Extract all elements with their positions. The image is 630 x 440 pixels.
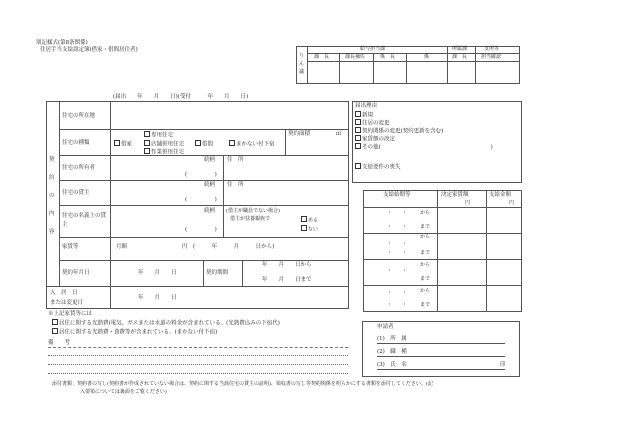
contract-ymd: 年 月 日 bbox=[138, 270, 177, 276]
label-contract-date: 契約年月日 bbox=[62, 270, 90, 276]
pay-row2-dots: ・ ・ bbox=[387, 241, 408, 247]
label-move-in-sub: または変更日 bbox=[50, 300, 84, 306]
approval-group1: 給与担当課 bbox=[360, 46, 386, 52]
area-label: 契約面積 bbox=[288, 131, 311, 137]
note-2[interactable]: 居住に関する光熱費・食費等が含まれている。(まかない付下宿) bbox=[52, 328, 217, 337]
reason-rent[interactable]: 家賃額の改定 bbox=[355, 135, 395, 144]
applicant-job: (2) 職 種 bbox=[377, 349, 407, 355]
nominal-rel: 続柄 bbox=[204, 208, 216, 214]
reason-other[interactable]: その他( ) bbox=[355, 143, 493, 152]
pay-row1-to: まで bbox=[420, 224, 431, 230]
approval-group2: 所属課 bbox=[452, 46, 468, 52]
pay-row2-to: まで bbox=[420, 250, 431, 256]
applicant-title: 申請者 bbox=[377, 324, 394, 330]
pay-row3-to: まで bbox=[420, 276, 431, 282]
move-in-ymd: 年 月 日 bbox=[138, 295, 177, 301]
landlord-paren: ( ) bbox=[185, 197, 217, 203]
pay-row1-dots2: ・ ・ bbox=[387, 224, 408, 230]
pay-row3-from: から bbox=[420, 262, 431, 268]
role-4: 係 bbox=[424, 54, 430, 60]
notes-heading: ※上記家賃等には bbox=[48, 311, 93, 317]
applicant-name: (3) 氏 名 bbox=[377, 362, 407, 368]
form-id: 別記様式(第8条関係) bbox=[36, 40, 88, 46]
label-landlord: 住宅の貸主 bbox=[62, 190, 90, 196]
nominal-paren: ( ) bbox=[185, 227, 217, 233]
label-type: 住宅の種類 bbox=[62, 140, 90, 146]
role-2: 課長補佐 bbox=[345, 54, 366, 60]
pay-header-3: 支給金額 bbox=[489, 192, 512, 198]
role-1: 課 長 bbox=[314, 54, 330, 60]
pay-unit-1: 円 bbox=[465, 200, 471, 206]
pay-row4-from: から bbox=[420, 288, 431, 294]
rent-detail: 月額 円 ( 年 月 日から) bbox=[116, 244, 275, 250]
label-owner: 住宅の所有者 bbox=[62, 165, 96, 171]
footer-line2: 入要領については裏面をご覧ください) bbox=[80, 389, 167, 395]
landlord-rel: 続柄 bbox=[204, 182, 216, 188]
relation-yes[interactable]: ある bbox=[301, 216, 318, 225]
label-address: 住宅の所在地 bbox=[62, 113, 96, 119]
contract-vertical-label: 契 約 の 内 容 bbox=[49, 157, 55, 235]
note-1[interactable]: 居住に関する光熱費(電気、ガスまたは水道の料金が含まれている。(光熱費込みの下宿代) bbox=[52, 319, 280, 328]
form-title: 住居手当支給認定簿(借家・借間居住者) bbox=[40, 47, 138, 53]
pay-unit-2: 円 bbox=[509, 200, 515, 206]
seal-mark: 印 bbox=[500, 362, 506, 368]
owner-addr: 住 所 bbox=[227, 157, 244, 163]
opt-workshop[interactable]: 作業併用住宅 bbox=[144, 148, 184, 157]
reasons-title: 届出理由 bbox=[355, 103, 378, 109]
role-6: 担当確認 bbox=[481, 54, 502, 60]
pay-row2-from: から bbox=[420, 234, 431, 240]
area-unit: ㎡ bbox=[336, 131, 342, 137]
pay-row4-dots2: ・ ・ bbox=[387, 302, 408, 308]
label-rent: 家賃等 bbox=[62, 244, 79, 250]
pay-header-1: 支給始期等 bbox=[383, 192, 411, 198]
pay-row2-dots2: ・ ・ bbox=[387, 250, 408, 256]
opt-rental[interactable]: 借家 bbox=[114, 140, 132, 149]
label-move-in: 入 居 日 bbox=[50, 290, 78, 296]
period-from: 年 月 日から bbox=[262, 262, 312, 268]
relation-note2: 借主が扶養親族で bbox=[230, 216, 271, 222]
pay-row1-from: から bbox=[420, 210, 431, 216]
pay-row1-dots: ・ ・ bbox=[387, 210, 408, 216]
pay-header-2: 決定家賃額 bbox=[441, 192, 469, 198]
label-nominal: 住宅の名義上の貸主 bbox=[62, 213, 107, 228]
approval-group3: 支所等 bbox=[484, 46, 500, 52]
footer-line1: 添付書類：契約書の写し(契約書が作成されていない場合は、契約に関する当該住宅の貸主の証明)、領収書の写し等契約関係を明らかにする書類を添付してください。(記 bbox=[52, 381, 433, 387]
owner-rel: 続柄 bbox=[204, 157, 216, 163]
opt-shop[interactable]: 店舗併用住宅 bbox=[144, 140, 184, 149]
applicant-dept: (1) 所 属 bbox=[377, 336, 407, 342]
opt-meal[interactable]: まかない付下宿 bbox=[229, 140, 275, 149]
approval-label: りん議 bbox=[299, 53, 305, 75]
reason-contract[interactable]: 契約関係の変更(契約更新を含む) bbox=[355, 127, 443, 136]
opt-room[interactable]: 借間 bbox=[195, 140, 213, 149]
landlord-addr: 住 所 bbox=[227, 182, 244, 188]
pay-row3-dots: ・ ・ bbox=[387, 268, 408, 274]
owner-paren: ( ) bbox=[185, 172, 217, 178]
relation-note1: (借主が職員でない場合) bbox=[226, 208, 280, 214]
reason-new[interactable]: 新規 bbox=[355, 111, 373, 120]
role-5: 課 長 bbox=[452, 54, 468, 60]
pay-row4-dots: ・ ・ bbox=[387, 290, 408, 296]
remarks-label: 備 考 bbox=[48, 340, 71, 346]
contract-period: 契約期間 bbox=[206, 270, 229, 276]
relation-no[interactable]: ない bbox=[301, 225, 318, 234]
role-3: 係 長 bbox=[380, 54, 396, 60]
date-line: (届出 年 月 日)(受付 年 月 日) bbox=[113, 94, 249, 100]
reason-move[interactable]: 住居の変更 bbox=[355, 119, 390, 128]
pay-row4-to: まで bbox=[420, 302, 431, 308]
period-to: 年 月 日まで bbox=[262, 277, 312, 283]
opt-dedicated[interactable]: 専用住宅 bbox=[144, 131, 173, 140]
reason-loss[interactable]: 支給要件の喪失 bbox=[355, 163, 401, 172]
